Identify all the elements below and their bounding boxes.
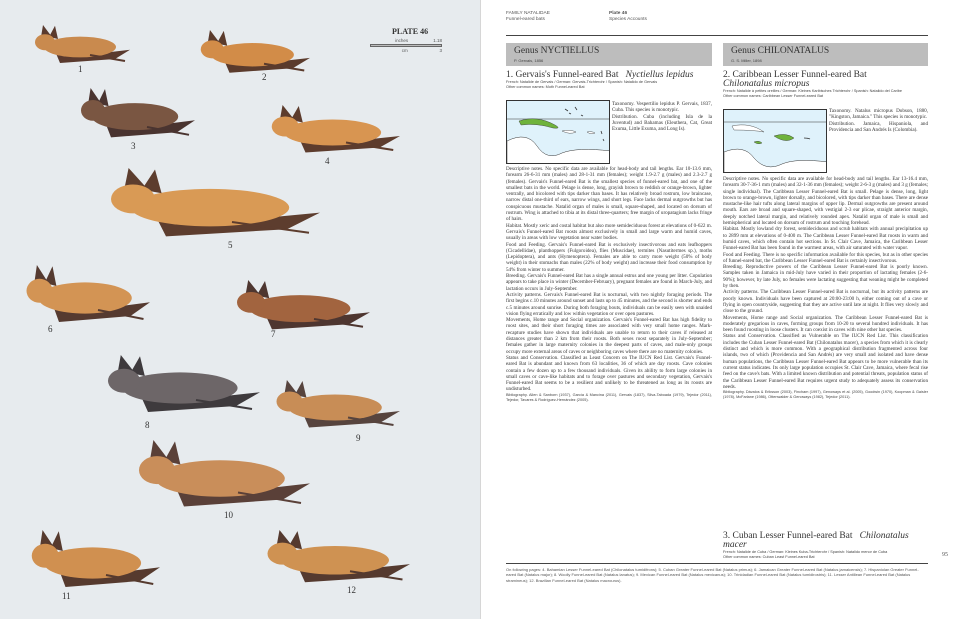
bat-illustration-5 [111,168,320,236]
scale-inches-value: 1.18 [433,38,442,43]
species-3-heading: 3. Cuban Lesser Funnel-eared Bat Chilonatalus macer French: Natalide de Cuba / German: Kleines Kuba-Trichterohr / Spanish: Natalido menor de Cuba Other common names: Cuban Least Funnel-eared Bat [723,531,909,559]
species-2-heading: 2. Caribbean Lesser Funnel-eared Bat Chilonatalus micropus French: Natalide à petites oreilles / German: Kleines Karibisches Trichterohr / Spanish: Natalido del Caribe Other common names: Caribbean Lesser Funnel-eared Bat [723,70,902,98]
genus-box-nyctiellus: Genus NYCTIELLUS P. Gervais, 1856 [506,43,712,66]
figure-number-3: 3 [131,141,136,151]
page-number: 95 [942,552,948,558]
figure-number-2: 2 [262,72,267,82]
plate-title: PLATE 46 [392,27,429,36]
bat-illustration-10 [139,440,310,507]
figure-number-4: 4 [325,156,330,166]
footer-rule [506,563,928,564]
following-pages-note: On following pages: 4. Bahamian Lesser Funnel-eared Bat (Chilonatalus tumidifrons); 5. Cuban Greater Funnel-eared Bat (Natalus primus); 6. Jamaican Greater Funnel-eared Bat (Natalus jamaicensis); 7. Hispaniolan Greater Funnel-eared Bat (Natalus major); 8. Woolly Funnel-eared Bat (Natalus lanatus); 9. Mexican Funnel-eared Bat (Natalus mexicanus); 10. Trinidadian Funnel-eared Bat (Natalus tumidirostris); 11. Lesser Antillean Funnel-eared Bat (Natalus stramineus); 12. Brazilian Funnel-eared Bat (Natalus macrourus). [506,567,919,583]
genus-box-chilonatalus: Genus CHILONATALUS G. S. Miller, 1898 [723,43,928,66]
bat-illustration-11 [32,530,160,587]
bat-illustration-6 [27,265,151,322]
distribution-map-cuba [506,100,610,164]
figure-number-1: 1 [78,64,83,74]
figure-number-8: 8 [145,420,150,430]
species-2-body-text: Descriptive notes. No specific data are available for head-body and tail lengths. Ear 13-16.4 mm, forearm 30-7-36-1 mm (males) and 32-1-36 mm (females); weight 2-6-3 g (males) and 3 g (females; single individual). The Caribbean Lesser Funnel-eared Bat is small. Pelage is dense, long, light brown to orange-brown, lighter dorsally, and bicolored, with tips darker than bases. There are dense mustache-like hair tufts along lateral margins of upper lip. Dermal outgrowths are present around mouth. Ears are broad and square-shaped, with vestigial 2-3 ear plicae, straight anterior margin, deeply notched lateral margin, and relatively rounded apex. Natalid organ of male is small and hemispherical and located on dorsum of rostrum and touching forehead. Habitat. Mostly lowland dry forest, semideciduous and scrub habitats with annual precipitation up to 2899 mm at elevations of 0-400 m. The Caribbean Lesser Funnel-eared Bat roosts in warm and humid caves, which often contain hot sections. In St. Clair Cave, Jamaica, the Caribbean Lesser Funnel-eared Bat has been found in the warmest areas, with air saturated with water vapor. Food and Feeding. There is no specific information available for this species, but as in other species of funnel-eared bat, the Caribbean Lesser Funnel-eared Bat is certainly insectivorous. Breeding. Reproductive powers of the Caribbean Lesser Funnel-eared Bat is poorly known. Samples taken in Jamaica in mid-July have varied in their proportion of lactating females (2-6-90%); however, by late July, no females were lactating suggesting that weaning might be completed by then. Activity patterns. The Caribbean Lesser Funnel-eared Bat is nocturnal, but its activity patterns are poorly known. Individuals have been captured at 20:00-23:00 h, either coming out of a cave or flying in open countryside, suggesting that they are active until late at night. It flies very slowly and close to the ground. Movements, Home range and Social organization. The Caribbean Lesser Funnel-eared Bat is moderately gregarious in caves, forming groups from 10-20 to several hundred individuals. It has been found roosting in loose clusters. It can coexist in caves with nine other bat species. Status and Conservation. Classified as Vulnerable on The IUCN Red List. This classification includes the Cuban Lesser Funnel-eared Bat (Chilonatalus macer), a species from which it is clearly distinct and which is more common. With a geographical distribution fragmented across four islands, two of which (Providencia and San Andrés) are very small and isolated and have dense human populations, the Caribbean Lesser Funnel-eared Bat appears to be more vulnerable than its current status indicates. Its only large population occupies St. Clair Cave, Jamaica, where fecal rise feed on the cave's bats. With a limited known distribution and potential threats, population status of the Caribbean Lesser Funnel-eared Bat requires urgent study to adequately assess its conservation needs. Bibliography. Dávalos & Eriksson (2003), Fincham (1997), Genoways et al. (2005), Goodwin (1970), Koopman & Gaisler (1978), McFarlane (1986), Ottenwalder & Genoways (1982), Tejedor (2011). [723,176,928,400]
figure-number-6: 6 [48,324,53,334]
bat-illustration-12 [268,530,411,582]
bat-illustration-7 [237,280,370,329]
bat-illustration-2 [201,30,310,73]
bat-illustration-9 [277,380,401,428]
figure-number-9: 9 [356,433,361,443]
bat-illustration-3 [81,88,195,137]
figure-number-7: 7 [271,329,276,339]
species-1-taxonomy-distribution: Taxonomy. Vespertilio lepidus P. Gervais, 1837, Cuba. This species is monotypic. Distribution. Cuba (including Isla de la Juventud) and Bahamas (Eleuthera, Cat, Great Exuma, Little Exuma, and Long Is). [612,101,712,133]
species-1-body-text: Descriptive notes. No specific data are available for head-body and tail lengths. Ear 10-13.6 mm, forearm 26-6-31 mm (males) and 28-1-31 mm (females); weight 1.9-2.7 g (males) and 2.3-2.7 g (females). Gervais's Funnel-eared Bat is the smallest species of funnel-eared bat, and one of the smallest bats in the world. Pelage is dense, long, grayish brown to reddish or orange-brown, lighter ventrally, and bicolored with tips darker than bases. It has relatively broad rostrum, low braincase, narrow distal one-third of ears, narrow wings, and short legs. Face lacks dermal outgrowths but has conspicuous mustache. Natalid organ of males is small, square-shaped, and located on dorsum of rostrum. Wing is attached to tibia at its distal three-quarters; free margin of uropatagium lacks fringe of hairs. Habitat. Mostly xeric and costal habitat but also more semideciduous forest at elevations of 0-622 m. Gervais's Funnel-eared Bat roosts almost exclusively in small and large warm and humid caves, usually in areas with low vegetation near water bodies. Food and Feeding. Gervais's Funnel-eared Bat is exclusively insectivorous and eats leafhoppers (Cicadellidae), planthoppers (Fulgoroidea), flies (Muscidae), termites (Nasutitermes sp.), moths (Lepidoptera), and ants (Hymenoptera). Females are able to carry more weight (50% of body weight) in their stomachs than males (22% of body weight) and increase their food consumption by 54% from winter to summer. Breeding. Gervais's Funnel-eared Bat has a single annual estrus and one young per litter. Copulation appears to take place in winter (December-February), pregnant females are found in March-July, and lactation occurs in July-September. Activity patterns. Gervais's Funnel-eared Bat is nocturnal, with two nightly foraging periods. The first begins c.10 minutes around sunset and lasts up to 45 minutes, and the second is shorter and ends c.5 minutes around sunrise. During both foraging bouts, individuals can be easily seen with unaided vision flying erratically and low within vegetation or over open pastures. Movements, Home range and Social organization. Gervais's Funnel-eared Bat has high fidelity to roost sites, and their short foraging times are associated with very small home ranges. Mark-recapture studies have shown that individuals are unable to return to their caves if released at distances greater than 2 km from their roosts. Both sexes roost separately in July-September; females gather in large maternity colonies in the deepest parts of caves, and male-only groups occupy more external areas of caves or neighboring caves where there are no maternity colonies. Status and Conservation. Classified as Least Concern on The IUCN Red List. Gervais's Funnel-eared Bat is abundant and known from 63 localities, 36 of which are day roosts. Cave colonies contain a few dozen up to a few thousand individuals. Given its ability to form large colonies in small caves or cave-like habitats and to forage over pastures and secondary vegetation, Gervais's Funnel-eared Bat seems to be a resilient and unlikely to be threatened as long as its roosts are undisturbed. Bibliography. Allen & Sanborn (1937), García & Mancina (2011), Gervais (1837), Silva-Taboada (1979), Tejedor (2011), Tejedor, Tavares & Rodríguez-Hernández (2005). [506,166,712,402]
figure-number-12: 12 [347,585,356,595]
distribution-map-jamaica-hispaniola [723,109,827,173]
running-header-family: FAMILY NATALIDAE Funnel-eared bats [506,11,550,22]
figure-number-10: 10 [224,510,233,520]
figure-number-5: 5 [228,240,233,250]
bat-illustration-8 [108,355,260,412]
species-2-taxonomy-distribution: Taxonomy. Natalus micropus Dobson, 1880, "Kingston, Jamaica." This species is monotypic. Distribution. Jamaica, Hispaniola, and Providencia and San Andrés Is (Colombia). [829,108,928,133]
bat-illustration-4 [272,105,400,153]
running-header-plate: Plate 46 Species Accounts [609,11,647,22]
scale-cm-label: cm [401,48,408,53]
header-rule [506,35,928,36]
scale-cm-value: 3 [439,48,442,53]
scale-label: inches [395,38,409,43]
figure-number-11: 11 [62,591,71,601]
bat-illustration-1 [35,25,130,63]
species-1-heading: 1. Gervais's Funnel-eared Bat Nyctiellus lepidus French: Natalide de Gervais / German: Gervais-Trichterohr / Spanish: Natalido de Gervais Other common names: Moth Funnel-eared Bat [506,70,694,89]
